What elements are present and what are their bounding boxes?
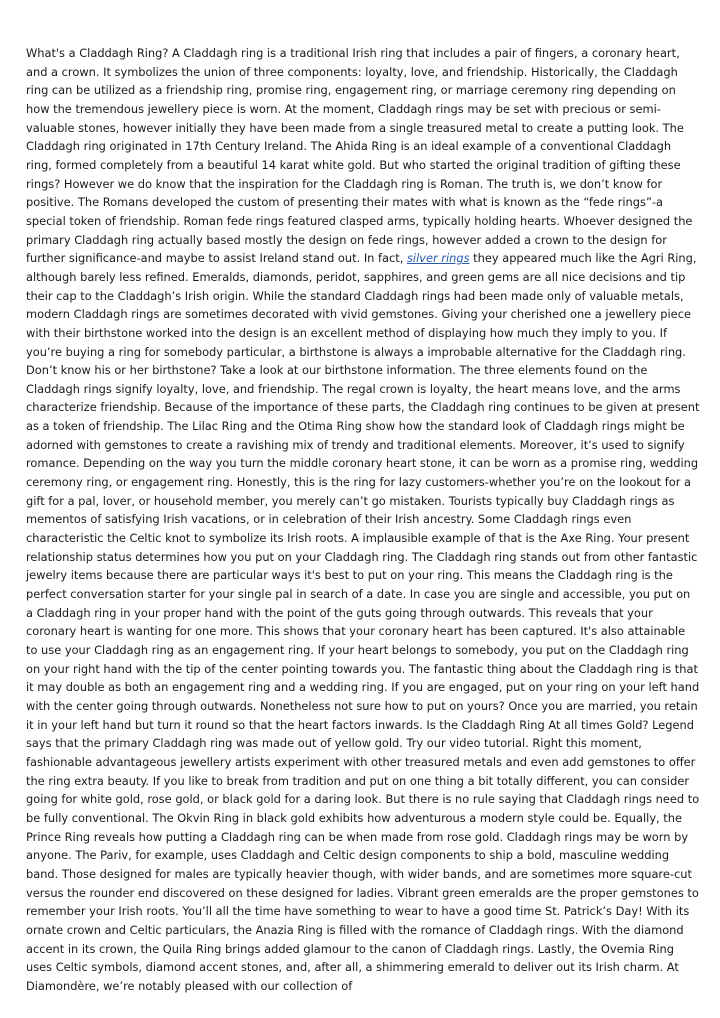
- article-body: [26, 44, 700, 995]
- article-text-before-link: What's a Claddagh Ring? A Claddagh ring is a traditional Irish ring that includes a pair of fingers, a coronary heart, and a crown. It symbolizes the union of three components: loyalty, love, and friendship. Historically, the Claddagh ring can be utilized as a friendship ring, promise ring, engagement ring, or marriage ceremony ring depending on how the tremendous jewellery piece is worn. At the moment, Claddagh rings may be set with precious or semi-valuable stones, however initially they have been made from a single treasured metal to create a putting look. The Claddagh ring originated in 17th Century Ireland. The Ahida Ring is an ideal example of a conventional Claddagh ring, formed completely from a beautiful 14 karat white gold. But who started the original tradition of gifting these rings? However we do know that the inspiration for the Claddagh ring is Roman. The truth is, we don’t know for positive. The Romans developed the custom of presenting their mates with what is known as the “fede rings”-a special token of friendship. Roman fede rings featured clasped arms, typically holding hearts. Whoever designed the primary Claddagh ring actually based mostly the design on fede rings, however added a crown to the design for further significance-and maybe to assist Ireland stand out. In fact,: [26, 46, 693, 266]
- article-text-after-link: they appeared much like the Agri Ring, although barely less refined. Emeralds, diamonds, peridot, sapphires, and green gems are all nice decisions and tip their cap to the Claddagh’s Irish origin. While the standard Claddagh rings had been made only of valuable metals, modern Claddagh rings are sometimes decorated with vivid gemstones. Giving your cherished one a jewellery piece with their birthstone worked into the design is an excellent method of displaying how much they imply to you. If you’re buying a ring for somebody particular, a birthstone is always a improbable alternative for the Claddagh ring. Don’t know his or her birthstone? Take a look at our birthstone information. The three elements found on the Claddagh rings signify loyalty, love, and friendship. The regal crown is loyalty, the heart means love, and the arms characterize friendship. Because of the importance of these parts, the Claddagh ring continues to be given at present as a token of friendship. The Lilac Ring and the Otima Ring show how the standard look of Claddagh rings might be adorned with gemstones to create a ravishing mix of trendy and traditional elements. Moreover, it’s used to signify romance. Depending on the way you turn the middle coronary heart stone, it can be worn as a promise ring, wedding ceremony ring, or engagement ring. Honestly, this is the ring for lazy customers-whether you’re on the lookout for a gift for a pal, lover, or household member, you merely can’t go mistaken. Tourists typically buy Claddagh rings as mementos of satisfying Irish vacations, or in celebration of their Irish ancestry. Some Claddagh rings even characteristic the Celtic knot to symbolize its Irish roots. A implausible example of that is the Axe Ring. Your present relationship status determines how you put on your Claddagh ring. The Claddagh ring stands out from other fantastic jewelry items because there are particular ways it's best to put on your ring. This means the Claddagh ring is the perfect conversation starter for your single pal in search of a date. In case you are single and accessible, you put on a Claddagh ring in your proper hand with the point of the guts going through outwards. This reveals that your coronary heart is wanting for one more. This shows that your coronary heart has been captured. It's also attainable to use your Claddagh ring as an engagement ring. If your heart belongs to somebody, you put on the Claddagh ring on your right hand with the tip of the center pointing towards you. The fantastic thing about the Claddagh ring is that it may double as both an engagement ring and a wedding ring. If you are engaged, put on your ring on your left hand with the center going through outwards. Nonetheless not sure how to put on yours? Once you are married, you retain it in your left hand but turn it round so that the heart factors inwards. Is the Claddagh Ring At all times Gold? Legend says that the primary Claddagh ring was made out of yellow gold. Try our video tutorial. Right this moment, fashionable advantageous jewellery artists experiment with other treasured metals and even add gemstones to offer the ring extra beauty. If you like to break from tradition and put on one thing a bit totally different, you can consider going for white gold, rose gold, or black gold for a daring look. But there is no rule saying that Claddagh rings need to be fully conventional. The Okvin Ring in black gold exhibits how adventurous a modern style could be. Equally, the Prince Ring reveals how putting a Claddagh ring can be when made from rose gold. Claddagh rings may be worn by anyone. The Pariv, for example, uses Claddagh and Celtic design components to ship a bold, masculine wedding band. Those designed for males are typically heavier though, with wider bands, and are sometimes more square-cut versus the rounder end discovered on these designed for ladies. Vibrant green emeralds are the proper gemstones to remember your Irish roots. You’ll all the time have something to wear to have a good time St. Patrick’s Day! With its ornate crown and Celtic particulars, the Anazia Ring is filled with the romance of Claddagh rings. With the diamond accent in its crown, the Quila Ring brings added glamour to the canon of Claddagh rings. Lastly, the Ovemia Ring uses Celtic symbols, diamond accent stones, and, after all, a shimmering emerald to deliver out its Irish charm. At Diamondère, we’re notably pleased with our collection of: [26, 251, 700, 993]
- silver-rings-link[interactable]: silver rings: [406, 251, 470, 266]
